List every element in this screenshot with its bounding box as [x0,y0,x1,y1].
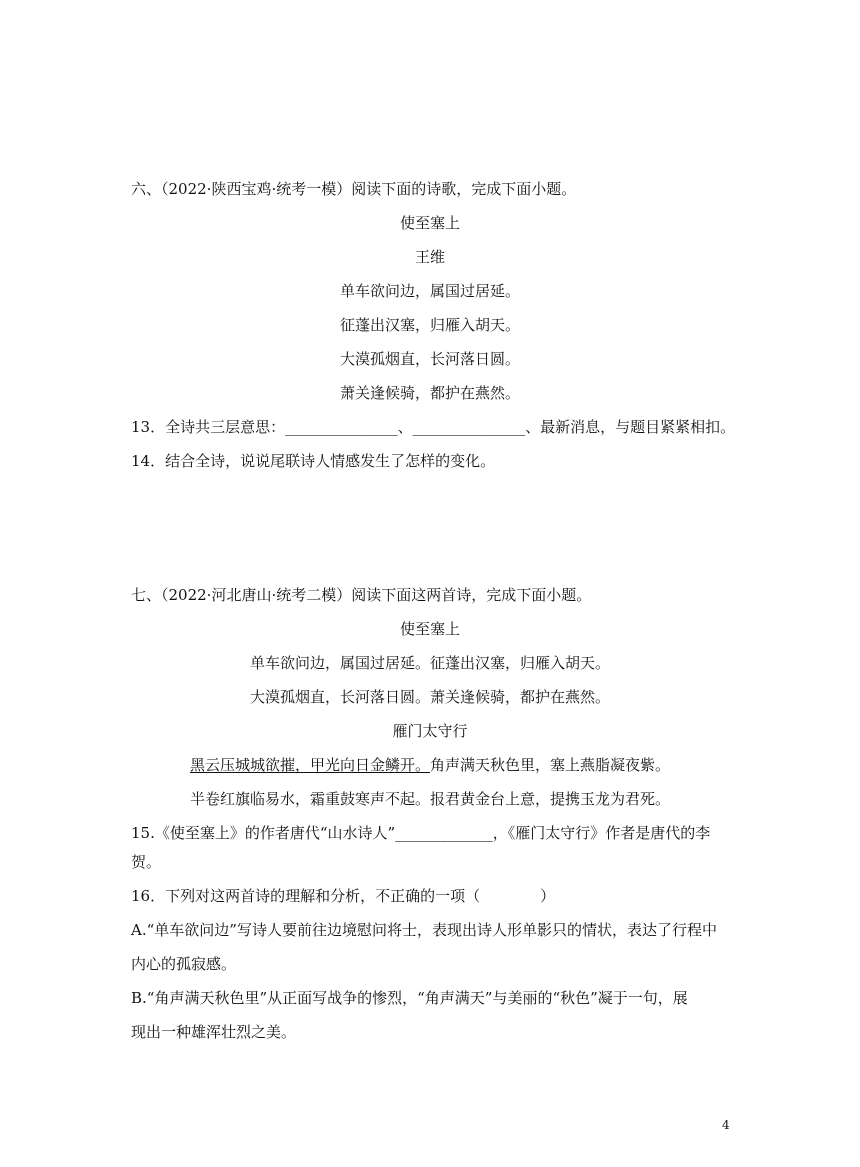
option-a: A.“单车欲问边”写诗人要前往边境慰问将士，表现出诗人形单影只的情状，表达了行程中 [131,921,717,939]
question-15: 15.《使至塞上》的作者唐代“山水诗人”_____________，《雁门太守行》作者是唐代的李 [131,824,711,842]
poem-line [0,756,860,774]
option-a-continued: 内心的孤寂感。 [131,955,237,973]
section-6-heading: 六、（2022·陕西宝鸡·统考一模）阅读下面的诗歌，完成下面小题。 [131,180,577,198]
poem-title: 雁门太守行 [392,722,468,740]
poem-line: 单车欲问边，属国过居延。征蓬出汉塞，归雁入胡天。 [249,654,610,672]
poem-line: 大漠孤烟直，长河落日圆。 [339,350,520,368]
poem-line: 半卷红旗临易水，霜重鼓寒声不起。报君黄金台上意，提携玉龙为君死。 [189,790,670,808]
page-number: 4 [722,1118,730,1132]
poem-title: 使至塞上 [399,214,460,232]
section-7-heading: 七、（2022·河北唐山·统考二模）阅读下面这两首诗，完成下面小题。 [131,586,592,604]
question-13: 13．全诗共三层意思：_______________、_______________、最新消息，与题目紧紧相扣。 [131,418,736,436]
poem-line: 征蓬出汉塞，归雁入胡天。 [339,316,520,334]
poem-line: 单车欲问边，属国过居延。 [339,282,520,300]
poem-title: 使至塞上 [399,620,460,638]
option-b-continued: 现出一种雄浑壮烈之美。 [131,1023,297,1041]
poem-line: 萧关逢候骑，都护在燕然。 [339,384,520,402]
question-15-continued: 贺。 [131,853,162,871]
question-14: 14．结合全诗，说说尾联诗人情感发生了怎样的变化。 [131,452,496,470]
question-16: 16．下列对这两首诗的理解和分析，不正确的一项（ ） [131,887,556,905]
poem-line: 大漠孤烟直，长河落日圆。萧关逢候骑，都护在燕然。 [249,688,610,706]
poem-author: 王维 [414,248,445,266]
underlined-verse: 黑云压城城欲摧，甲光向日金鳞开。 [189,756,430,774]
option-b: B.“角声满天秋色里”从正面写战争的惨烈，“角声满天”与美丽的“秋色”凝于一句，展 [131,989,688,1007]
verse-rest: 角声满天秋色里，塞上燕脂凝夜紫。 [430,756,671,774]
